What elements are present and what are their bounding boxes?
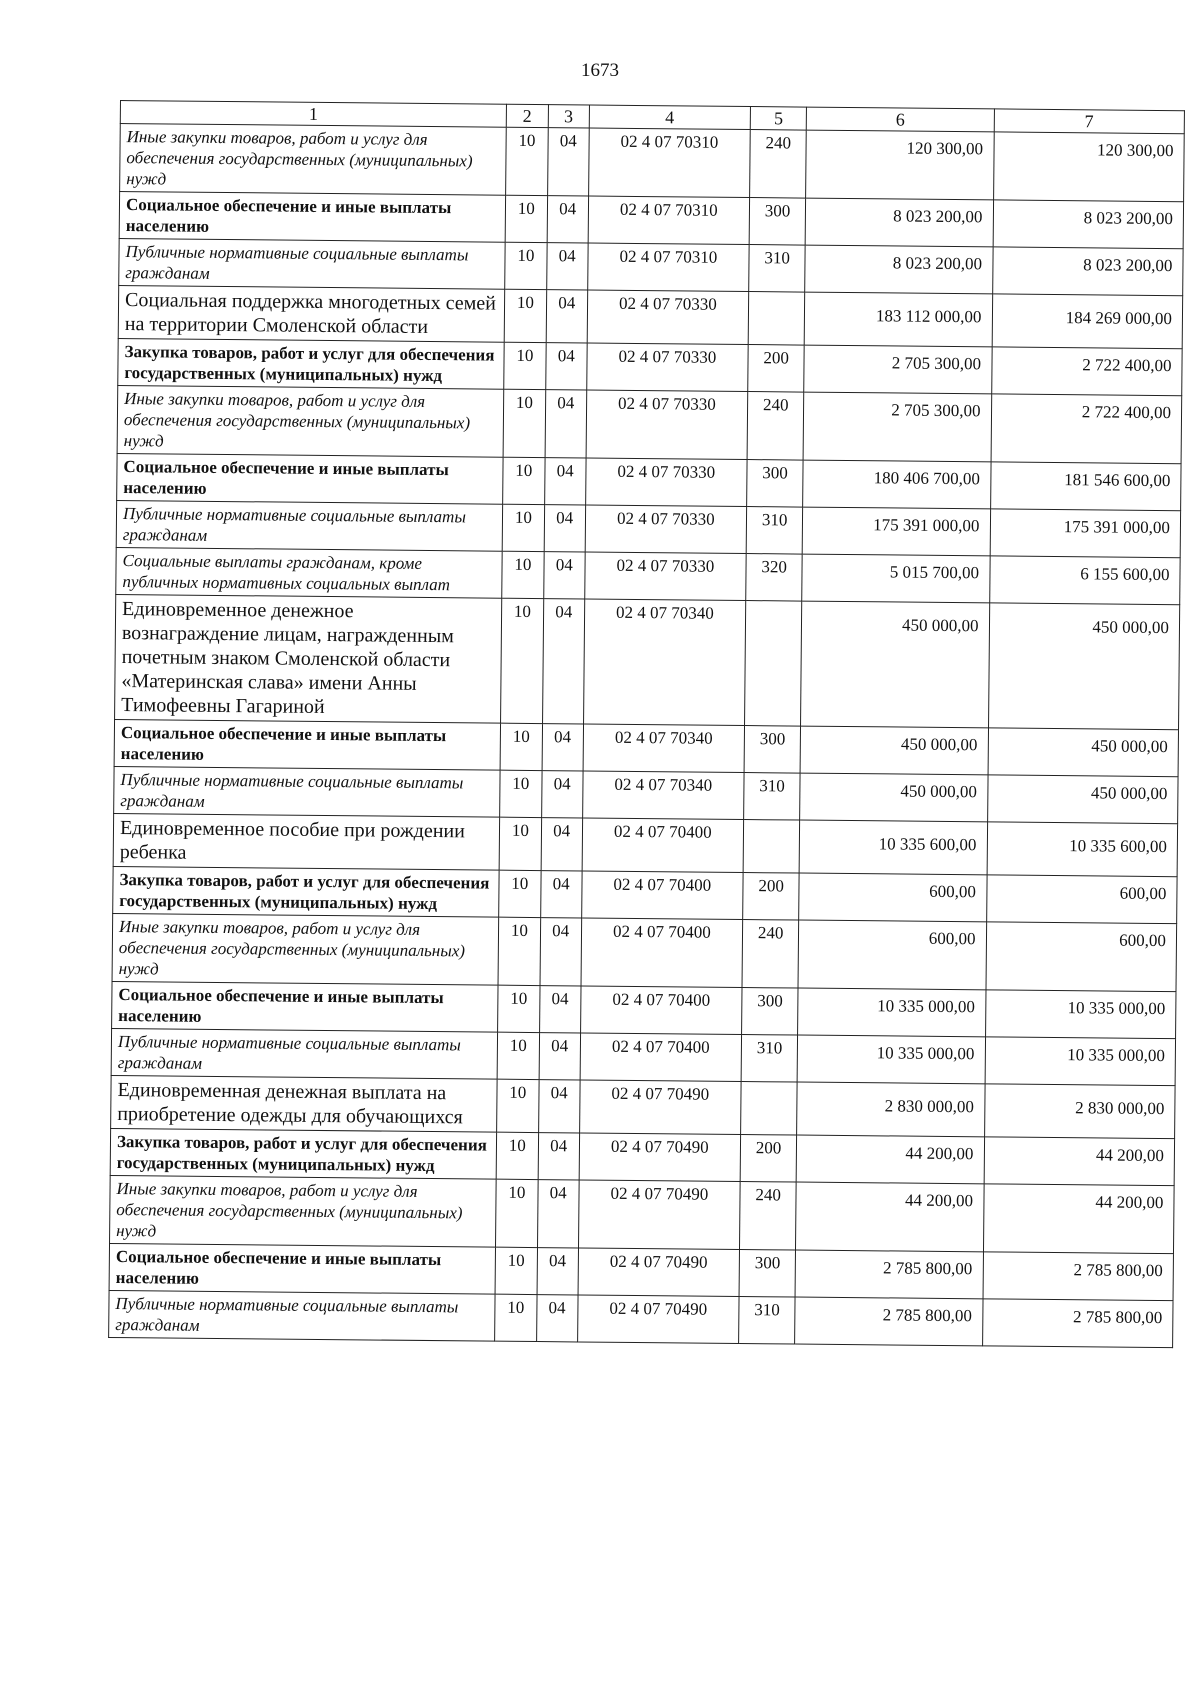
budget-table (108, 100, 1185, 1348)
amount-year-2: 175 391 000,00 (990, 509, 1181, 558)
target-article-code: 02 4 07 70330 (586, 390, 748, 460)
table-row (117, 385, 1182, 463)
expense-type-code: 200 (748, 345, 805, 393)
subsection-code: 04 (539, 1033, 581, 1080)
section-code: 10 (495, 1247, 537, 1294)
header-cell-2: 2 (506, 104, 548, 127)
item-name: Единовременное денежное вознаграждение лицам, награжденным почетным знаком Смоленской области «Материнская слава» имени Анны Тимофеевны Гагариной (115, 594, 502, 723)
table-row (115, 594, 1180, 729)
amount-year-2: 600,00 (986, 875, 1177, 924)
item-name: Закупка товаров, работ и услуг для обеспечения государственных (муниципальных) нужд (110, 1128, 497, 1179)
section-code: 10 (504, 342, 546, 389)
subsection-code: 04 (538, 1133, 580, 1180)
amount-year-1: 600,00 (798, 920, 986, 990)
target-article-code: 02 4 07 70400 (581, 918, 743, 988)
section-code: 10 (505, 242, 547, 289)
amount-year-2: 8 023 200,00 (993, 200, 1184, 249)
table-row (120, 124, 1185, 202)
item-name: Публичные нормативные социальные выплаты гражданам (119, 238, 506, 289)
item-name: Единовременное пособие при рождении ребенка (113, 813, 500, 870)
expense-type-code: 310 (743, 773, 800, 821)
expense-type-code: 240 (749, 130, 806, 199)
item-name: Иные закупки товаров, работ и услуг для обеспечения государственных (муниципальных) нужд (112, 913, 499, 985)
subsection-code: 04 (543, 552, 585, 599)
amount-year-1: 450 000,00 (800, 726, 988, 775)
header-cell-7: 7 (994, 109, 1185, 134)
amount-year-2: 10 335 600,00 (987, 822, 1178, 877)
expense-type-code (740, 1082, 797, 1136)
amount-year-1: 8 023 200,00 (806, 198, 994, 247)
subsection-code: 04 (540, 871, 582, 918)
amount-year-2: 2 830 000,00 (984, 1084, 1175, 1139)
amount-year-1: 180 406 700,00 (803, 460, 991, 509)
section-code: 10 (500, 723, 542, 770)
section-code: 10 (504, 289, 546, 342)
header-cell-4: 4 (589, 105, 750, 130)
amount-year-1: 44 200,00 (796, 1182, 984, 1252)
target-article-code: 02 4 07 70340 (582, 771, 743, 820)
item-name: Социальное обеспечение и иные выплаты населению (112, 981, 499, 1032)
amount-year-1: 2 785 800,00 (795, 1297, 983, 1346)
item-name: Закупка товаров, работ и услуг для обеспечения государственных (муниципальных) нужд (118, 338, 505, 389)
amount-year-2: 6 155 600,00 (989, 556, 1180, 605)
target-article-code: 02 4 07 70400 (582, 871, 743, 920)
section-code: 10 (503, 389, 545, 457)
amount-year-2: 600,00 (986, 922, 1177, 992)
amount-year-1: 10 335 000,00 (798, 988, 986, 1037)
target-article-code: 02 4 07 70310 (588, 243, 749, 292)
target-article-code: 02 4 07 70490 (579, 1133, 740, 1182)
header-cell-1: 1 (120, 101, 506, 128)
item-name: Социальные выплаты гражданам, кроме публичных нормативных социальных выплат (116, 547, 503, 598)
target-article-code: 02 4 07 70340 (583, 599, 745, 726)
amount-year-2: 2 785 800,00 (983, 1252, 1174, 1301)
section-code: 10 (497, 1079, 539, 1132)
amount-year-1: 5 015 700,00 (802, 554, 990, 603)
expense-type-code: 300 (739, 1249, 796, 1297)
section-code: 10 (496, 1132, 538, 1179)
subsection-code: 04 (537, 1180, 579, 1248)
amount-year-1: 2 705 300,00 (803, 392, 991, 462)
amount-year-2: 8 023 200,00 (992, 247, 1183, 296)
subsection-code: 04 (546, 290, 588, 343)
amount-year-1: 10 335 000,00 (798, 1035, 986, 1084)
amount-year-1: 450 000,00 (801, 601, 989, 728)
section-code: 10 (502, 551, 544, 598)
section-code: 10 (495, 1294, 537, 1341)
subsection-code: 04 (536, 1295, 578, 1342)
amount-year-2: 450 000,00 (987, 775, 1178, 824)
amount-year-1: 183 112 000,00 (805, 292, 993, 347)
target-article-code: 02 4 07 70400 (580, 1033, 741, 1082)
target-article-code: 02 4 07 70330 (587, 290, 749, 345)
amount-year-1: 120 300,00 (806, 130, 994, 200)
item-name: Социальная поддержка многодетных семей на территории Смоленской области (118, 285, 505, 342)
expense-type-code: 300 (744, 726, 801, 774)
item-name: Иные закупки товаров, работ и услуг для обеспечения государственных (муниципальных) нужд (117, 385, 504, 457)
section-code: 10 (498, 985, 540, 1032)
item-name: Единовременная денежная выплата на приобретение одежды для обучающихся (111, 1075, 498, 1132)
section-code: 10 (502, 504, 544, 551)
target-article-code: 02 4 07 70330 (585, 458, 746, 507)
subsection-code: 04 (542, 599, 585, 724)
amount-year-2: 10 335 000,00 (985, 1037, 1176, 1086)
expense-type-code: 300 (746, 460, 803, 508)
amount-year-1: 44 200,00 (797, 1135, 985, 1184)
item-name: Социальное обеспечение и иные выплаты населению (119, 192, 506, 243)
table-row (110, 1175, 1175, 1253)
target-article-code: 02 4 07 70490 (579, 1080, 741, 1135)
expense-type-code: 310 (746, 507, 803, 555)
target-article-code: 02 4 07 70490 (578, 1180, 740, 1250)
section-code: 10 (499, 870, 541, 917)
amount-year-2: 44 200,00 (984, 1137, 1175, 1186)
expense-type-code (748, 292, 805, 346)
expense-type-code: 310 (738, 1296, 795, 1344)
header-cell-6: 6 (807, 107, 994, 132)
item-name: Публичные нормативные социальные выплаты гражданам (114, 766, 501, 817)
expense-type-code: 300 (741, 988, 798, 1036)
section-code: 10 (500, 770, 542, 817)
section-code: 10 (498, 917, 540, 985)
amount-year-1: 2 830 000,00 (797, 1082, 985, 1137)
subsection-code: 04 (537, 1248, 579, 1295)
table-row (109, 1290, 1173, 1347)
target-article-code: 02 4 07 70490 (578, 1248, 739, 1297)
amount-year-2: 120 300,00 (993, 132, 1184, 202)
amount-year-2: 44 200,00 (983, 1184, 1174, 1254)
subsection-code: 04 (545, 343, 587, 390)
item-name: Закупка товаров, работ и услуг для обеспечения государственных (муниципальных) нужд (113, 866, 500, 917)
item-name: Иные закупки товаров, работ и услуг для обеспечения государственных (муниципальных) нужд (110, 1175, 497, 1247)
header-cell-3: 3 (548, 105, 590, 128)
target-article-code: 02 4 07 70400 (580, 986, 741, 1035)
page-number: 1673 (581, 60, 619, 81)
subsection-code: 04 (542, 724, 584, 771)
amount-year-2: 181 546 600,00 (990, 462, 1181, 511)
subsection-code: 04 (546, 243, 588, 290)
subsection-code: 04 (538, 1080, 580, 1133)
amount-year-2: 10 335 000,00 (985, 990, 1176, 1039)
expense-type-code: 240 (747, 392, 804, 461)
amount-year-1: 8 023 200,00 (805, 245, 993, 294)
amount-year-1: 2 785 800,00 (795, 1250, 983, 1299)
target-article-code: 02 4 07 70330 (587, 343, 748, 392)
subsection-code: 04 (540, 918, 582, 986)
expense-type-code (743, 820, 800, 874)
expense-type-code (744, 601, 802, 727)
target-article-code: 02 4 07 70490 (577, 1295, 738, 1344)
target-article-code: 02 4 07 70310 (588, 128, 750, 198)
amount-year-2: 2 722 400,00 (991, 347, 1182, 396)
expense-type-code: 310 (741, 1035, 798, 1083)
amount-year-1: 175 391 000,00 (803, 507, 991, 556)
expense-type-code: 300 (749, 198, 806, 246)
subsection-code: 04 (545, 390, 587, 458)
expense-type-code: 200 (740, 1135, 797, 1183)
subsection-code: 04 (547, 196, 589, 243)
subsection-code: 04 (544, 505, 586, 552)
amount-year-2: 450 000,00 (988, 728, 1179, 777)
section-code: 10 (496, 1179, 538, 1247)
target-article-code: 02 4 07 70340 (583, 724, 744, 773)
section-code: 10 (503, 457, 545, 504)
item-name: Публичные нормативные социальные выплаты гражданам (111, 1028, 498, 1079)
amount-year-1: 10 335 600,00 (800, 820, 988, 875)
subsection-code: 04 (544, 458, 586, 505)
item-name: Публичные нормативные социальные выплаты гражданам (116, 500, 503, 551)
amount-year-2: 450 000,00 (988, 603, 1180, 730)
target-article-code: 02 4 07 70330 (585, 505, 746, 554)
item-name: Социальное обеспечение и иные выплаты населению (109, 1243, 496, 1294)
expense-type-code: 240 (742, 920, 799, 989)
section-code: 10 (505, 195, 547, 242)
section-code: 10 (499, 817, 541, 870)
target-article-code: 02 4 07 70400 (582, 818, 744, 873)
expense-type-code: 320 (746, 554, 803, 602)
expense-type-code: 200 (743, 873, 800, 921)
section-code: 10 (497, 1032, 539, 1079)
subsection-code: 04 (541, 771, 583, 818)
target-article-code: 02 4 07 70310 (588, 196, 749, 245)
section-code: 10 (501, 598, 544, 723)
amount-year-1: 2 705 300,00 (804, 345, 992, 394)
amount-year-1: 600,00 (799, 873, 987, 922)
amount-year-2: 2 722 400,00 (991, 394, 1182, 464)
amount-year-2: 2 785 800,00 (982, 1299, 1173, 1348)
amount-year-2: 184 269 000,00 (992, 294, 1183, 349)
amount-year-1: 450 000,00 (800, 773, 988, 822)
table-row (112, 913, 1177, 991)
section-code: 10 (506, 127, 548, 195)
item-name: Иные закупки товаров, работ и услуг для обеспечения государственных (муниципальных) нужд (120, 124, 507, 196)
subsection-code: 04 (547, 128, 589, 196)
item-name: Публичные нормативные социальные выплаты гражданам (109, 1290, 496, 1341)
header-cell-5: 5 (750, 107, 807, 131)
subsection-code: 04 (539, 986, 581, 1033)
expense-type-code: 310 (749, 245, 806, 293)
subsection-code: 04 (541, 818, 583, 871)
expense-type-code: 240 (739, 1182, 796, 1251)
target-article-code: 02 4 07 70330 (585, 552, 746, 601)
item-name: Социальное обеспечение и иные выплаты населению (117, 453, 504, 504)
item-name: Социальное обеспечение и иные выплаты населению (114, 719, 501, 770)
